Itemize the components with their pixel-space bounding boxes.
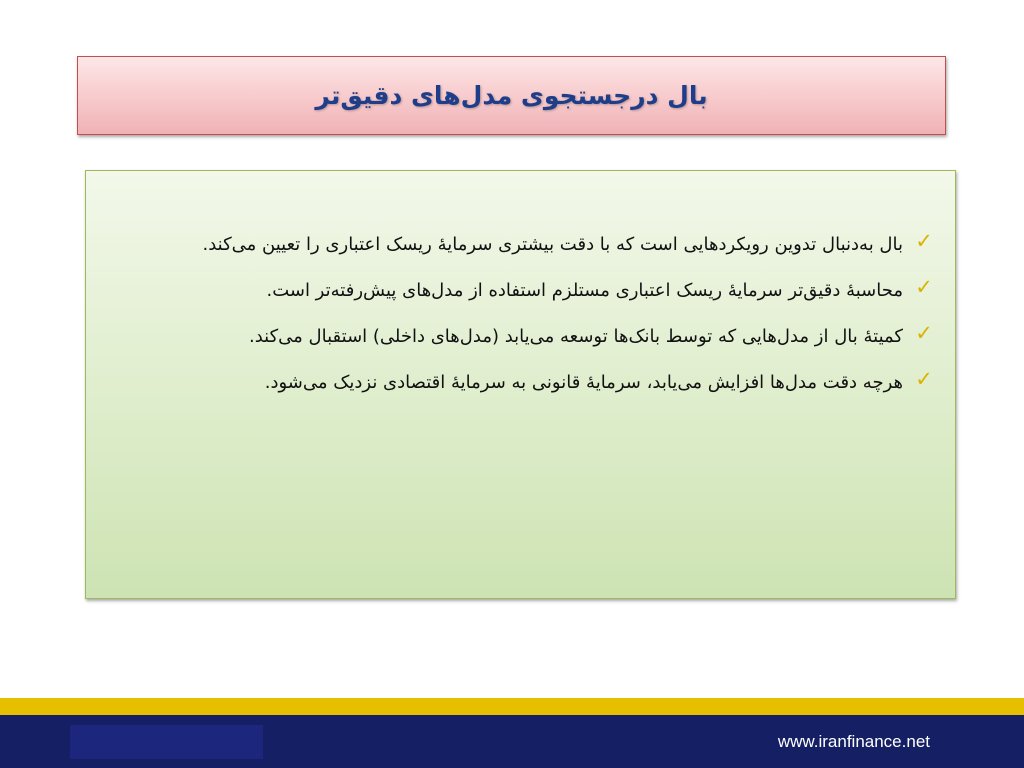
footer-accent-stripe (0, 698, 1024, 715)
bullet-text: کمیتۀ بال از مدل‌هایی که توسط بانک‌ها توسعه می‌یابد (مدل‌های داخلی) استقبال می‌کند. (249, 326, 903, 347)
bullet-list (111, 225, 937, 409)
bullet-text: محاسبۀ دقیق‌تر سرمایۀ ریسک اعتباری مستلزم استفاده از مدل‌های پیش‌رفته‌تر است. (266, 280, 903, 301)
checkmark-icon: ✓ (915, 367, 933, 391)
bullet-item (111, 317, 937, 357)
bullet-item (111, 271, 937, 311)
footer-logo-placeholder (70, 725, 263, 759)
content-box (85, 170, 956, 599)
slide-title: بال درجستجوی مدل‌های دقیق‌تر (315, 81, 708, 110)
bullet-text: بال به‌دنبال تدوین رویکردهایی است که با دقت بیشتری سرمایۀ ریسک اعتباری را تعیین می‌کند. (202, 234, 903, 255)
checkmark-icon: ✓ (915, 321, 933, 345)
checkmark-icon: ✓ (915, 275, 933, 299)
footer-url[interactable]: www.iranfinance.net (777, 732, 930, 751)
footer-bar (0, 715, 1024, 768)
bullet-item (111, 363, 937, 403)
bullet-item (111, 225, 937, 265)
checkmark-icon: ✓ (915, 229, 933, 253)
bullet-text: هرچه دقت مدل‌ها افزایش می‌یابد، سرمایۀ قانونی به سرمایۀ اقتصادی نزدیک می‌شود. (264, 372, 903, 393)
slide-title-box (77, 56, 946, 135)
